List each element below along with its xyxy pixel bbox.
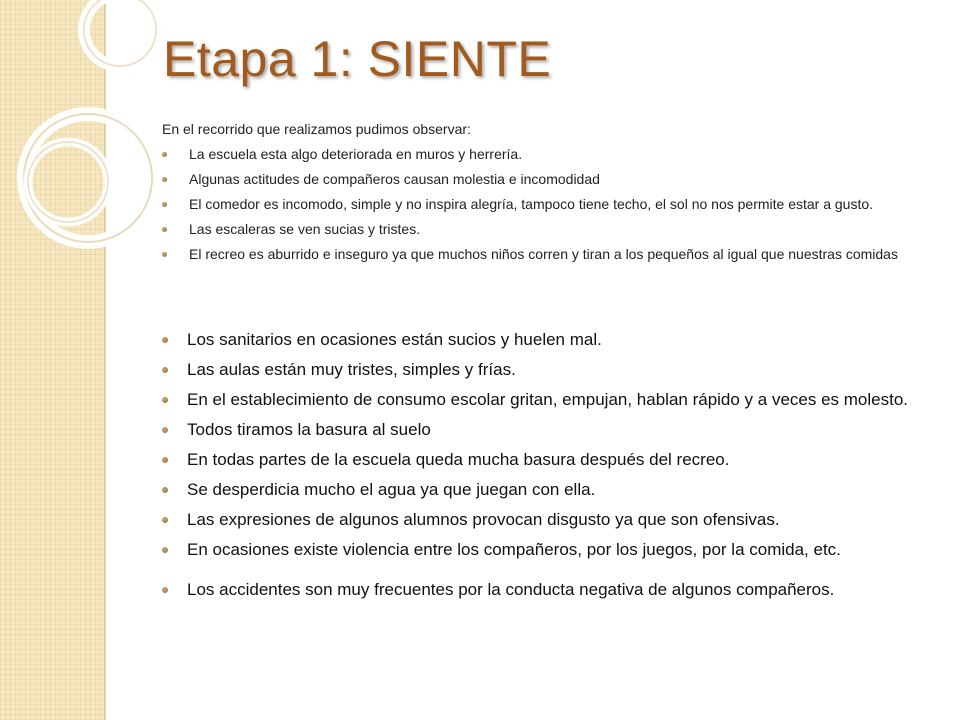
slide-title: Etapa 1: SIENTE xyxy=(163,31,552,87)
list-item-text: Las aulas están muy tristes, simples y frías. xyxy=(187,360,516,379)
list-item-text: En ocasiones existe violencia entre los compañeros, por los juegos, por la comida, etc. xyxy=(187,540,841,559)
list-item xyxy=(162,220,922,238)
list-item xyxy=(162,170,922,188)
list-item-text: Todos tiramos la basura al suelo xyxy=(187,420,431,439)
bullet-icon xyxy=(162,517,168,523)
list-item xyxy=(162,579,922,601)
observations-list-large xyxy=(162,329,922,609)
bullet-icon xyxy=(162,487,168,493)
list-item-text: El recreo es aburrido e inseguro ya que muchos niños corren y tiran a los pequeños al igual que nuestras comidas xyxy=(189,246,898,262)
list-item xyxy=(162,449,922,471)
list-item-text: Las escaleras se ven sucias y tristes. xyxy=(189,221,421,237)
bullet-icon xyxy=(162,227,167,232)
observations-list-small xyxy=(162,145,922,270)
bullet-icon xyxy=(162,397,168,403)
bullet-icon xyxy=(162,457,168,463)
list-item-text: Los sanitarios en ocasiones están sucios y huelen mal. xyxy=(187,330,602,349)
bullet-icon xyxy=(162,587,168,593)
list-item xyxy=(162,359,922,381)
bullet-icon xyxy=(162,367,168,373)
list-item xyxy=(162,419,922,441)
bullet-icon xyxy=(162,547,168,553)
list-item-text: Se desperdicia mucho el agua ya que juegan con ella. xyxy=(187,480,596,499)
list-item-text: Las expresiones de algunos alumnos provocan disgusto ya que son ofensivas. xyxy=(187,510,780,529)
list-item-text: Los accidentes son muy frecuentes por la conducta negativa de algunos compañeros. xyxy=(187,580,835,599)
intro-text: En el recorrido que realizamos pudimos observar: xyxy=(162,121,471,137)
list-item-text: En el establecimiento de consumo escolar gritan, empujan, hablan rápido y a veces es molesto. xyxy=(187,390,909,409)
ring-inner-outline xyxy=(28,142,108,222)
list-item-text: En todas partes de la escuela queda mucha basura después del recreo. xyxy=(187,450,730,469)
list-item xyxy=(162,195,922,213)
list-item xyxy=(162,509,922,531)
list-item xyxy=(162,539,922,561)
bullet-icon xyxy=(162,427,168,433)
bullet-icon xyxy=(162,337,168,343)
bullet-icon xyxy=(162,202,167,207)
list-item xyxy=(162,329,922,351)
list-item xyxy=(162,245,922,263)
bullet-icon xyxy=(162,252,167,257)
decorative-rings xyxy=(0,0,160,260)
bullet-icon xyxy=(162,177,167,182)
list-item-text: El comedor es incomodo, simple y no inspira alegría, tampoco tiene techo, el sol no nos permite estar a gusto. xyxy=(189,196,874,212)
list-item xyxy=(162,145,922,163)
list-item-text: La escuela esta algo deteriorada en muros y herrería. xyxy=(189,146,523,162)
list-item xyxy=(162,389,922,411)
bullet-icon xyxy=(162,152,167,157)
list-item-text: Algunas actitudes de compañeros causan molestia e incomodidad xyxy=(189,171,600,187)
list-item xyxy=(162,479,922,501)
ring-main-outline xyxy=(24,114,152,242)
